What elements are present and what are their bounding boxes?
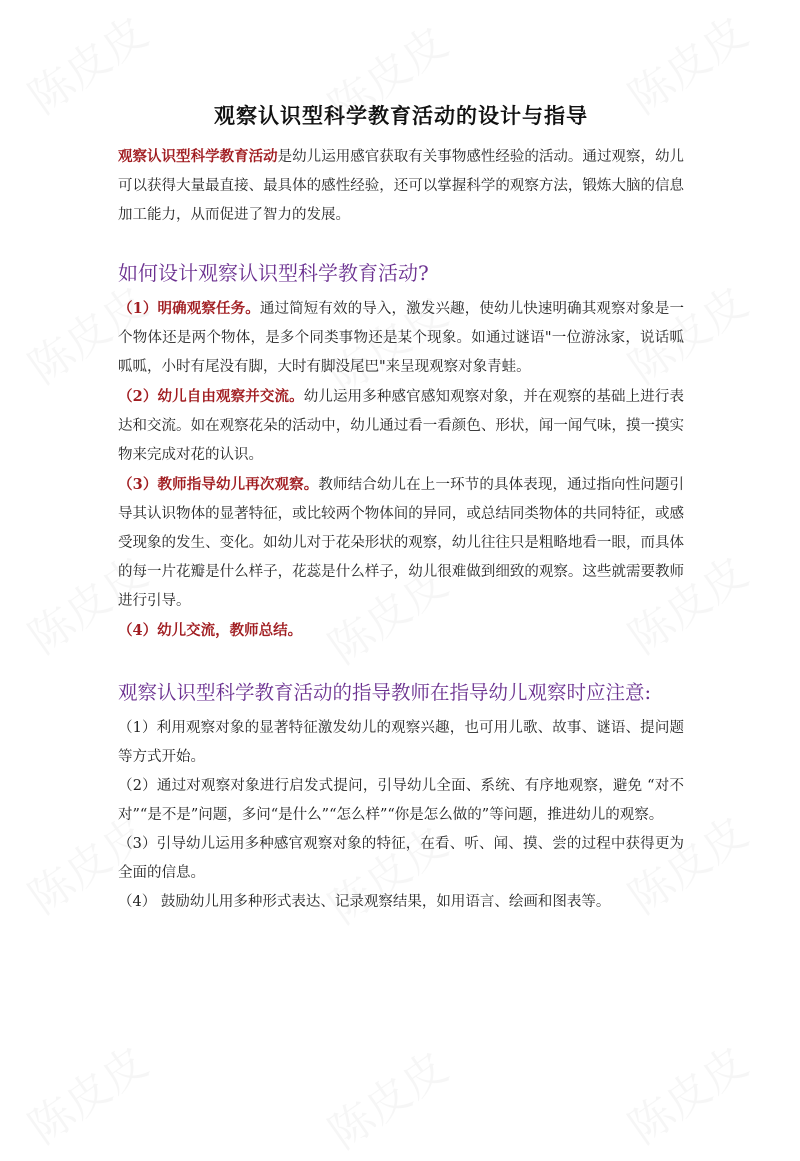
step-label: （3）教师指导幼儿再次观察。	[118, 476, 319, 493]
section-heading-design: 如何设计观察认识型科学教育活动?	[118, 261, 429, 285]
section-heading-guidance: 观察认识型科学教育活动的指导教师在指导幼儿观察时应注意:	[118, 681, 652, 704]
document-page	[118, 100, 684, 917]
step-text: 教师结合幼儿在上一环节的具体表现，通过指向性问题引导其认识物体的显著特征，或比较两个物体间的异同，或总结同类物体的共同特征，或感受现象的发生、变化。如幼儿对于花朵形状的观察，幼儿往往只是粗略地看一眼，而具体的每一片花瓣是什么样子，花蕊是什么样子，幼儿很难做到细致的观察。这些就需要教师进行引导。	[118, 477, 685, 609]
step-label: （1）明确观察任务。	[118, 300, 260, 317]
intro-text: 是幼儿运用感官获取有关事物感性经验的活动。通过观察，幼儿可以获得大量最直接、最具体的感性经验，还可以掌握科学的观察方法，锻炼大脑的信息加工能力，从而促进了智力的发展。	[118, 149, 685, 223]
step-text: 幼儿运用多种感官感知观察对象，并在观察的基础上进行表达和交流。如在观察花朵的活动中，幼儿通过看一看颜色、形状，闻一闻气味，摸一摸实物来完成对花的认识。	[118, 389, 685, 463]
guidance-note-1: （1）利用观察对象的显著特征激发幼儿的观察兴趣，也可用儿歌、故事、谜语、提问题等方式开始。	[118, 720, 684, 765]
watermark	[314, 1033, 459, 1161]
watermark	[14, 1028, 159, 1156]
guidance-note-4: （4） 鼓励幼儿用多种形式表达、记录观察结果，如用语言、绘画和图表等。	[118, 894, 611, 910]
design-step-1	[118, 294, 684, 382]
document-title: 观察认识型科学教育活动的设计与指导	[214, 103, 588, 128]
intro-highlight: 观察认识型科学教育活动	[118, 148, 278, 165]
watermark	[614, 1028, 759, 1156]
guidance-note-2: （2）通过对观察对象进行启发式提问，引导幼儿全面、系统、有序地观察，避免 “对不对”“是不是”问题，多问“是什么”“怎么样”“你是怎么做的”等问题，推进幼儿的观察。	[118, 778, 684, 823]
step-label: （4）幼儿交流，教师总结。	[118, 622, 303, 639]
intro-paragraph	[118, 142, 684, 230]
design-step-4	[118, 616, 684, 646]
guidance-note-3: （3）引导幼儿运用多种感官观察对象的特征，在看、听、闻、摸、尝的过程中获得更为全面的信息。	[118, 836, 684, 881]
step-text: 通过简短有效的导入，激发兴趣，使幼儿快速明确其观察对象是一个物体还是两个物体，是多个同类事物还是某个现象。如通过谜语"一位游泳家，说话呱呱呱，小时有尾没有脚，大时有脚没尾巴"来呈现观察对象青蛙。	[118, 301, 685, 375]
design-step-3	[118, 470, 684, 616]
design-step-2	[118, 382, 684, 470]
step-label: （2）幼儿自由观察并交流。	[118, 388, 304, 405]
